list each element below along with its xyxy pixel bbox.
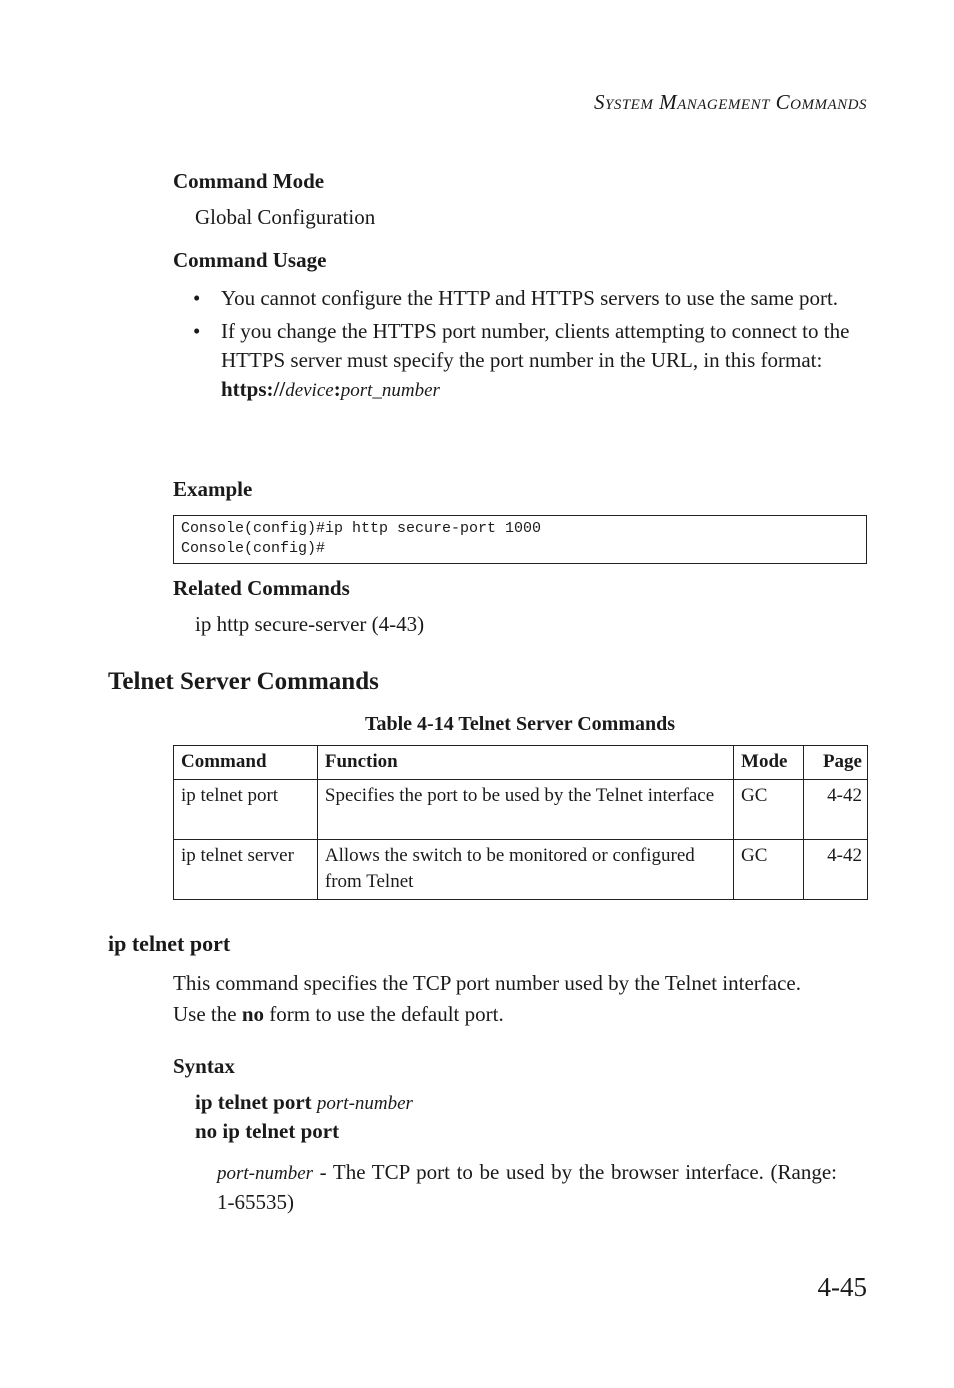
table-caption: Table 4-14 Telnet Server Commands [364,713,676,735]
bullet-icon: • [193,319,201,343]
url-port: port_number [340,380,440,401]
parameter-name: port-number [217,1163,314,1184]
table-header-row [174,746,868,780]
page-number: 4-45 [817,1272,867,1302]
code-line: Console(config)# [181,540,326,557]
related-commands-value: ip http secure-server (4-43) [195,612,425,636]
table-header-cell: Command [174,746,318,780]
url-colon: : [333,377,341,401]
table-cell: 4-42 [804,840,868,900]
parameter-description [217,1158,837,1217]
table-header-cell: Page [804,746,868,780]
command-description [173,968,813,1030]
table-cell: Allows the switch to be monitored or configured from Telnet [317,840,733,900]
command-title: ip telnet port [108,931,231,956]
url-scheme: https:// [221,377,286,401]
usage-bullet [193,317,873,405]
table-cell: Specifies the port to be used by the Telnet interface [317,780,733,840]
syntax-no-command: no ip telnet port [195,1119,340,1143]
syntax-line [195,1088,413,1118]
parameter-text: - The TCP port to be used by the browser interface. (Range: 1-65535) [217,1160,837,1214]
command-usage-heading: Command Usage [173,248,327,272]
command-mode-heading: Command Mode [173,169,325,193]
syntax-command: ip telnet port [195,1090,312,1114]
command-usage-list [193,284,873,409]
table-header-cell: Mode [734,746,804,780]
telnet-commands-table [173,745,868,900]
syntax-no-line [195,1117,339,1146]
table-cell: GC [734,840,804,900]
table-cell: GC [734,780,804,840]
example-heading: Example [173,477,253,501]
url-format [221,375,873,405]
section-title: Telnet Server Commands [108,668,379,695]
syntax-argument: port-number [316,1093,413,1114]
table-row [174,840,868,900]
related-commands-heading: Related Commands [173,576,350,600]
description-text: This command specifies the TCP port number used by the Telnet interface. Use the [173,971,801,1026]
usage-bullet [193,284,873,313]
syntax-heading: Syntax [173,1054,235,1078]
usage-bullet-text: You cannot configure the HTTP and HTTPS servers to use the same port. [221,286,839,310]
url-device: device [285,380,334,401]
table-cell: ip telnet port [174,780,318,840]
table-row [174,780,868,840]
description-text: form to use the default port. [264,1002,504,1026]
table-cell: 4-42 [804,780,868,840]
usage-bullet-text: If you change the HTTPS port number, clients attempting to connect to the HTTPS server must specify the port number in the URL, in this format: [221,319,850,372]
bullet-icon: • [193,286,201,310]
example-code-block [173,515,867,564]
code-line: Console(config)#ip http secure-port 1000 [181,520,542,537]
command-mode-value: Global Configuration [195,205,376,229]
table-header-cell: Function [317,746,733,780]
running-header: System Management Commands [594,90,867,114]
table-cell: ip telnet server [174,840,318,900]
description-keyword: no [241,1002,265,1026]
